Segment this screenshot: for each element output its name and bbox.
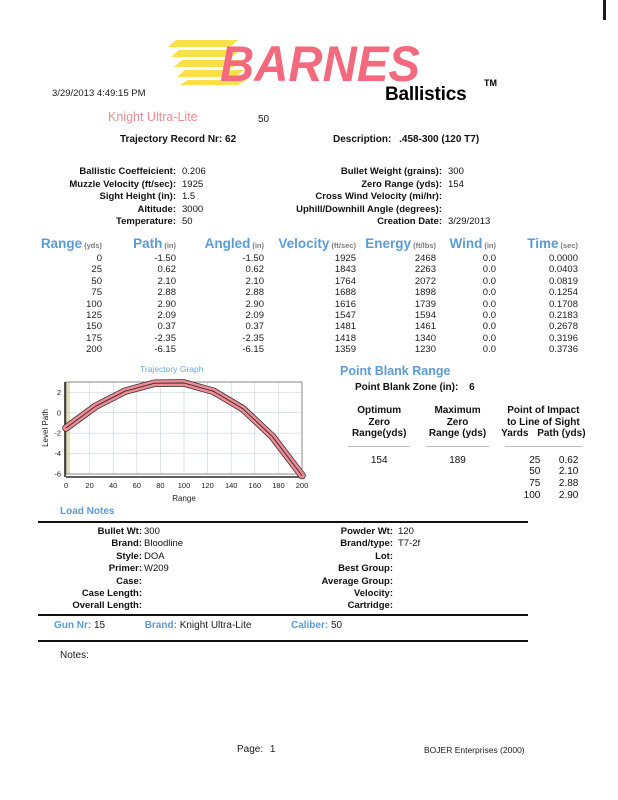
table-cell: 2.90	[157, 298, 176, 310]
barnes-logo	[168, 36, 420, 86]
gun-brand-value: Knight Ultra-Lite	[179, 620, 252, 631]
impact-yards: 100	[523, 489, 541, 501]
column-unit: (sec)	[560, 241, 578, 250]
table-row	[40, 333, 578, 344]
table-cell: 75	[91, 287, 102, 299]
column-name: Range	[40, 236, 83, 251]
param-value	[442, 204, 518, 217]
param-label: Cross Wind Velocity (mi/hr):	[315, 191, 442, 203]
logo-wordmark	[220, 36, 420, 86]
scan-margin	[606, 0, 618, 800]
page-footer	[237, 744, 275, 755]
table-cell: 1594	[414, 310, 436, 322]
table-cell: -2.35	[242, 332, 264, 344]
chart-ytick-label: -6	[54, 469, 61, 479]
table-row	[40, 321, 578, 332]
load-note-row	[36, 538, 236, 550]
load-note-label: Powder Wt:	[340, 526, 393, 537]
maximum-header-2: Zero	[446, 416, 469, 428]
column-unit: (ft/sec)	[331, 241, 356, 250]
load-note-label: Bullet Wt:	[97, 526, 142, 537]
table-cell: -1.50	[154, 253, 176, 264]
param-value: 300	[448, 166, 464, 177]
table-cell: 1340	[414, 332, 436, 344]
barnes-logo-svg	[168, 36, 420, 86]
chart-xtick-label: 60	[132, 481, 141, 490]
table-cell: 0.3736	[548, 344, 578, 356]
chart-xaxis-title: Range	[172, 494, 196, 503]
load-note-label: Lot:	[375, 550, 393, 562]
gun-caliber-label: Caliber:	[290, 620, 329, 631]
impact-path: 2.10	[558, 466, 579, 478]
param-row	[258, 166, 518, 179]
impact-header-2: to Line of Sight	[506, 416, 580, 428]
trajectory-graph	[40, 364, 320, 509]
column-name: Energy	[365, 236, 412, 251]
optimum-header-2: Zero	[368, 416, 391, 428]
table-cell: 1898	[414, 287, 436, 299]
table-cell: 2468	[414, 253, 436, 264]
load-note-row	[36, 563, 236, 575]
impact-path: 0.62	[558, 454, 579, 466]
load-note-row	[258, 576, 488, 588]
param-label: Sight Height (in):	[99, 191, 176, 203]
load-note-value	[393, 563, 488, 575]
table-cell: 0.0403	[548, 264, 578, 276]
table-cell: 0.0	[482, 253, 496, 264]
optimum-zero-range-col	[340, 405, 418, 502]
table-column-header	[102, 236, 176, 253]
table-cell: -1.50	[242, 253, 264, 264]
table-cell: 2.88	[245, 287, 264, 299]
point-blank-zone	[340, 382, 590, 393]
param-value: 3/29/2013	[448, 216, 491, 228]
column-unit: (in)	[484, 241, 496, 250]
column-name: Time	[527, 236, 559, 251]
table-cell: 0.3196	[548, 332, 578, 344]
load-note-value	[142, 600, 236, 612]
table-head	[40, 236, 578, 253]
gun-nr-label: Gun Nr:	[54, 620, 92, 631]
param-label: Temperature:	[115, 216, 176, 228]
load-note-label: Brand:	[111, 538, 142, 550]
trajectory-record-label: Trajectory Record Nr:	[120, 134, 223, 145]
table-cell: 2.10	[157, 275, 176, 287]
impact-subheader-path: Path (yds)	[537, 428, 586, 439]
table-cell: 2.09	[245, 310, 264, 322]
page-label: Page:	[237, 744, 264, 755]
impact-row	[497, 490, 590, 502]
table-column-header	[40, 236, 102, 253]
table-row	[40, 299, 578, 310]
table-cell: 1616	[334, 298, 356, 310]
timestamp: 3/29/2013 4:49:15 PM	[52, 88, 146, 99]
table-cell: 0.1254	[548, 287, 578, 299]
table-cell: 50	[91, 275, 102, 287]
point-blank-zone-unit: (in):	[439, 382, 459, 393]
load-note-row	[36, 576, 236, 588]
table-row	[40, 287, 578, 298]
column-name: Wind	[449, 236, 483, 251]
table-cell: 1739	[414, 298, 436, 310]
load-note-label: Overall Length:	[72, 600, 142, 612]
chart-xtick-label: 0	[63, 481, 69, 490]
table-cell: 1547	[334, 310, 356, 322]
notes-rule	[38, 640, 528, 642]
param-value: 1925	[182, 178, 204, 190]
table-cell: 1843	[334, 264, 356, 276]
load-note-row	[36, 600, 236, 612]
impact-yards: 25	[529, 454, 541, 466]
chart-xtick-label: 120	[201, 481, 214, 490]
load-note-label: Primer:	[108, 563, 142, 575]
gun-name: Knight Ultra-Lite	[108, 110, 198, 124]
table-cell: 0.37	[245, 321, 264, 333]
param-row	[40, 166, 240, 179]
load-note-row	[258, 588, 488, 600]
param-label: Zero Range (yds):	[361, 178, 442, 190]
table-cell: 125	[86, 310, 102, 322]
parameters-left	[40, 166, 240, 229]
param-row	[258, 179, 518, 192]
param-label: Ballistic Coeffeicient:	[79, 166, 176, 177]
chart-ytick-label: 2	[56, 387, 61, 397]
table-column-header	[356, 236, 436, 253]
company-footer: BOJER Enterprises (2000)	[424, 745, 525, 755]
table-cell: 0.0	[482, 344, 496, 356]
table-cell: 2263	[414, 264, 436, 276]
load-notes-title: Load Notes	[60, 506, 115, 517]
column-name: Angled	[204, 236, 251, 251]
maximum-header-3: Range (yds)	[428, 428, 487, 439]
load-note-value	[142, 576, 236, 588]
impact-row	[497, 455, 590, 467]
chart-xtick-label: 80	[156, 481, 165, 490]
table-cell: 0	[96, 253, 102, 264]
param-value: 3000	[182, 203, 204, 215]
impact-subheader-yards: Yards	[501, 428, 529, 439]
trajectory-record	[120, 134, 236, 145]
table-cell: 0.0	[482, 298, 496, 310]
table-cell: 2072	[414, 275, 436, 287]
point-of-impact-col	[497, 405, 590, 502]
table-cell: 175	[86, 332, 102, 344]
notes-label: Notes:	[60, 650, 89, 661]
maximum-zero-range-col	[418, 405, 496, 502]
table-cell: 0.0	[482, 332, 496, 344]
load-notes-rule-top	[38, 521, 528, 523]
table-cell: 2.09	[157, 310, 176, 322]
page-number: 1	[269, 744, 276, 755]
table-cell: 0.37	[157, 321, 176, 333]
load-note-row	[36, 551, 236, 563]
table-row	[40, 310, 578, 321]
load-note-row	[258, 600, 488, 612]
chart-xtick-label: 140	[224, 481, 238, 490]
param-value: 0.206	[182, 166, 206, 177]
load-note-row	[258, 526, 488, 538]
load-note-value: W209	[144, 563, 169, 575]
table-cell: 2.90	[245, 298, 264, 310]
load-note-label: Best Group:	[338, 563, 393, 575]
table-cell: 0.62	[245, 264, 264, 276]
trajectory-graph-title: Trajectory Graph	[140, 364, 204, 374]
param-value: 154	[448, 178, 464, 190]
load-note-value	[393, 588, 488, 600]
impact-yards: 75	[529, 478, 541, 490]
table-cell: -2.35	[154, 332, 176, 344]
param-label: Uphill/Downhill Angle (degrees):	[296, 203, 442, 215]
load-note-label: Style:	[116, 550, 142, 562]
param-row	[258, 216, 518, 229]
gun-nr-value: 15	[94, 620, 106, 631]
table-cell: 200	[86, 344, 102, 356]
table-cell: -6.15	[242, 344, 264, 356]
point-blank-zone-value: 6	[469, 382, 475, 393]
scan-edge-artifact	[603, 0, 606, 20]
param-row	[258, 204, 518, 217]
chart-ytick-label: -2	[54, 428, 61, 438]
optimum-rule	[348, 446, 410, 447]
table-cell: 2.88	[157, 287, 176, 299]
table-column-header	[264, 236, 356, 253]
table-cell: 1461	[414, 321, 436, 333]
gun-info-row	[54, 620, 342, 631]
load-notes-right	[258, 526, 488, 613]
table-cell: 0.2183	[548, 310, 578, 322]
description-value: .458-300 (120 T7)	[399, 134, 480, 145]
load-notes-rule-middle	[38, 614, 528, 616]
table-cell: 25	[91, 264, 102, 276]
maximum-rule	[426, 446, 488, 447]
table-cell: 0.0	[482, 264, 496, 276]
param-label: Bullet Weight (grains):	[340, 166, 442, 177]
table-cell: 2.10	[245, 275, 264, 287]
param-label: Muzzle Velocity (ft/sec):	[69, 178, 176, 190]
impact-row	[497, 478, 590, 490]
table-row	[40, 264, 578, 275]
optimum-zero-range-value: 154	[370, 454, 388, 466]
gun-caliber-value: 50	[330, 620, 343, 631]
point-blank-zone-label: Point Blank Zone	[355, 382, 437, 393]
impact-row	[497, 466, 590, 478]
table-row	[40, 276, 578, 287]
load-note-label: Average Group:	[321, 575, 393, 587]
param-row	[40, 179, 240, 192]
impact-rows	[497, 455, 590, 502]
product-title: Ballistics	[385, 84, 467, 105]
load-note-row	[258, 563, 488, 575]
optimum-header-1: Optimum	[357, 405, 402, 416]
column-name: Velocity	[278, 236, 330, 251]
table-cell: 0.0	[482, 287, 496, 299]
param-row	[40, 191, 240, 204]
table-cell: 1418	[334, 332, 356, 344]
table-cell: 0.0819	[548, 275, 578, 287]
table-column-header	[436, 236, 496, 253]
caliber-top: 50	[258, 114, 270, 125]
chart-xtick-label: 100	[177, 481, 191, 490]
table-cell: 150	[86, 321, 102, 333]
table-cell: 0.62	[157, 264, 176, 276]
param-value: 50	[182, 216, 193, 228]
param-label: Altitude:	[137, 203, 176, 215]
chart-ytick-label: 0	[56, 408, 61, 418]
column-name: Path	[133, 236, 163, 251]
load-note-label: Case Length:	[81, 588, 142, 600]
table-cell: 0.1708	[548, 298, 578, 310]
load-note-row	[258, 538, 488, 550]
param-value: 1.5	[182, 191, 196, 203]
description-label: Description:	[333, 134, 392, 145]
column-unit: (ft/lbs)	[413, 241, 436, 250]
column-unit: (in)	[164, 241, 176, 250]
impact-header-1: Point of Impact	[507, 405, 580, 416]
load-note-value	[393, 551, 488, 563]
table-cell: 0.0	[482, 275, 496, 287]
maximum-zero-range-value: 189	[449, 454, 466, 466]
load-notes-left	[36, 526, 236, 613]
impact-path: 2.88	[558, 478, 579, 490]
load-note-label: Case:	[116, 575, 142, 587]
table-cell: 100	[86, 298, 102, 310]
chart-xtick-label: 180	[272, 481, 285, 490]
impact-rule	[505, 446, 582, 447]
chart-xtick-label: 160	[248, 481, 262, 490]
optimum-header-3: Range(yds)	[351, 428, 407, 439]
chart-xtick-label: 20	[85, 481, 94, 490]
table-cell: 1230	[414, 344, 436, 356]
load-note-value: T7-2f	[398, 538, 421, 550]
svg-text:BARNES: BARNES	[220, 36, 420, 86]
chart-yaxis-title: Level Path	[41, 409, 50, 447]
load-note-value	[142, 588, 236, 600]
load-note-label: Brand/type:	[340, 538, 393, 550]
table-row	[40, 253, 578, 264]
param-row	[258, 191, 518, 204]
chart-xtick-label: 200	[295, 481, 309, 490]
parameters-right	[258, 166, 518, 229]
load-note-value: 300	[144, 526, 160, 537]
impact-subheader	[497, 428, 590, 440]
load-note-value: 120	[398, 526, 414, 537]
table-cell: 0.0000	[548, 253, 578, 264]
param-value	[442, 191, 518, 204]
maximum-header-1: Maximum	[434, 405, 481, 416]
ballistics-table	[40, 236, 578, 356]
point-blank-columns	[340, 405, 590, 502]
load-note-value	[393, 600, 488, 612]
table-cell: 0.0	[482, 310, 496, 322]
param-label: Creation Date:	[377, 216, 442, 228]
column-unit: (in)	[252, 241, 264, 250]
param-row	[40, 204, 240, 217]
table-body	[40, 253, 578, 356]
load-note-row	[36, 588, 236, 600]
table-cell: -6.15	[154, 344, 176, 356]
table-cell: 1925	[334, 253, 356, 264]
chart-ytick-label: -4	[54, 449, 61, 459]
chart-xtick-label: 40	[109, 481, 118, 490]
point-blank-title: Point Blank Range	[340, 364, 451, 378]
gun-brand-label: Brand:	[144, 620, 177, 631]
load-note-value	[393, 576, 488, 588]
trajectory-record-value: 62	[225, 134, 237, 145]
table-cell: 1764	[334, 275, 356, 287]
load-note-row	[36, 526, 236, 538]
table-cell: 0.0	[482, 321, 496, 333]
table-column-header	[496, 236, 578, 253]
trademark-mark: TM	[484, 78, 497, 88]
impact-yards: 50	[529, 466, 541, 478]
column-unit: (yds)	[84, 241, 102, 250]
load-note-label: Velocity:	[353, 588, 393, 600]
table-header-row	[40, 236, 578, 253]
table-column-header	[176, 236, 264, 253]
load-note-value: Bloodline	[144, 538, 184, 550]
description	[333, 134, 479, 145]
param-row	[40, 216, 240, 229]
load-note-row	[258, 551, 488, 563]
table-cell: 0.2678	[548, 321, 578, 333]
table-cell: 1359	[334, 344, 356, 356]
impact-path: 2.90	[558, 489, 579, 501]
table-cell: 1688	[334, 287, 356, 299]
load-note-label: Cartridge:	[347, 600, 393, 612]
trajectory-chart-svg	[40, 374, 320, 509]
table-row	[40, 344, 578, 355]
load-note-value: DOA	[144, 550, 165, 562]
point-blank-range-section	[340, 364, 590, 502]
table-cell: 1481	[334, 321, 356, 333]
